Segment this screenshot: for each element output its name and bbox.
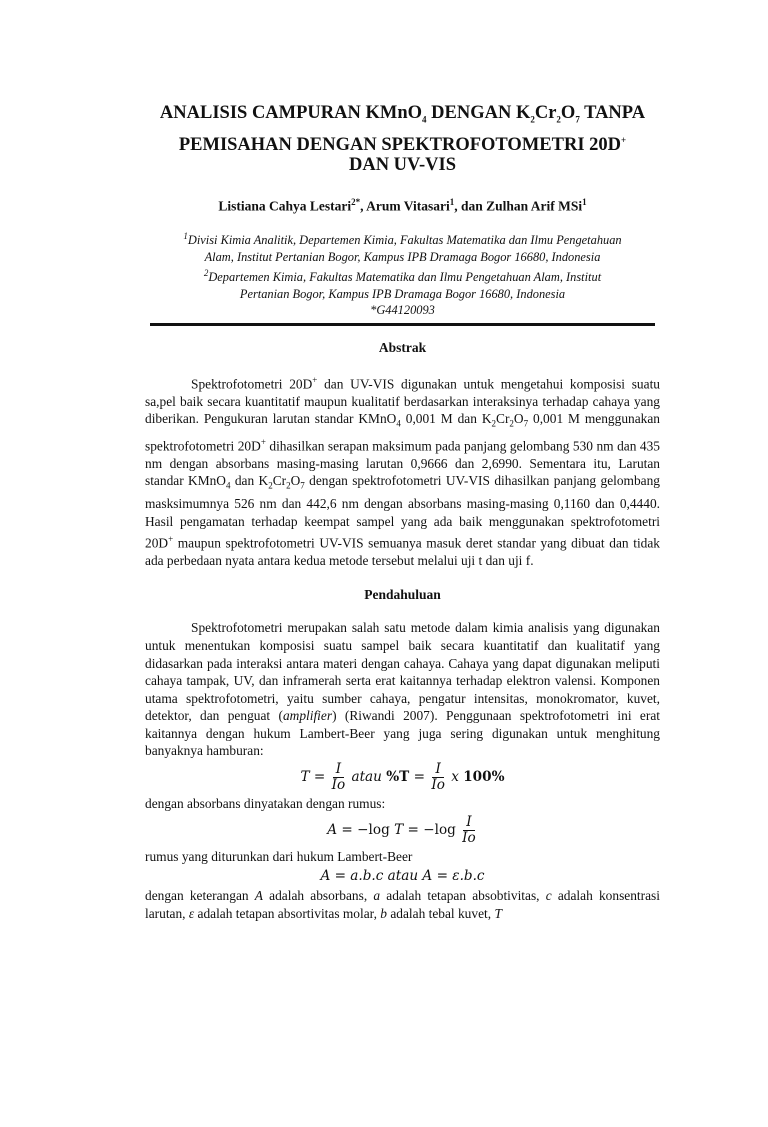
equation-transmittance: T = $\frac{I}{Io}$ atau %T = $\frac{I}{Io}$ x 100% — [300, 761, 505, 794]
introduction-heading: Pendahuluan — [364, 587, 441, 603]
title-line-2: PEMISAHAN DENGAN SPEKTROFOTOMETRI 20D+ — [178, 134, 627, 155]
rumus-line: rumus yang diturunkan dari hukum Lambert-Beer — [145, 848, 413, 864]
fraction-i-over-io-3: $\frac{I}{Io}$ — [462, 813, 476, 846]
author-list: Listiana Cahya Lestari$^{2*}$, Arum Vitasari$^1$, dan Zulhan Arif MSi$^1$ — [218, 196, 587, 214]
header-divider — [150, 323, 655, 326]
equation-absorbance: A = −log T = −log $\frac{I}{Io}$ — [327, 813, 476, 846]
paper-page — [0, 103, 768, 1127]
affiliation-2-line-1: $^2$Departemen Kimia, Fakultas Matematika dan Ilmu Pengetahuan Alam, Institut — [203, 268, 602, 285]
equation-lambert-beer: A = a.b.c atau A = ε.b.c — [320, 868, 485, 885]
title-line-1: ANALISIS CAMPURAN KMnO$_4$ DENGAN $K_2Cr_2O_7$ TANPA — [159, 103, 646, 125]
affiliation-2-line-2: Pertanian Bogor, Kampus IPB Dramaga Bogor 16680, Indonesia — [239, 286, 566, 301]
affiliations — [145, 228, 660, 318]
fraction-i-over-io: $\frac{I}{Io}$ — [331, 761, 346, 794]
paper-title — [145, 103, 660, 175]
title-line-3: DAN UV-VIS — [348, 154, 457, 175]
abstract-paragraph: Spektrofotometri 20D+ dan UV-VIS digunakan untuk mengetahui komposisi suatu sa,pel baik secara kuantitatif maupun kualitatif berdasarkan interaksinya terhadap cahaya yang diberikan. Pengukuran larutan standar KMnO$_4$ 0,001 M dan $K_2Cr_2O_7$ 0,001 M menggunakan spektrofotometri 20D+ dihasilkan serapan maksimum pada panjang gelombang 530 nm dan 435 nm dengan absorbans masing-masing larutan 0,9666 dan 2,6990. Sementara itu, Larutan standar KMnO$_4$ dan $K_2Cr_2O_7$ dengan spektrofotometri UV-VIS dihasilkan panjang gelombang masksimumnya 526 nm dan 442,6 nm dengan absorbans masing-masing 0,1160 dan 0,4440. Hasil pengamatan terhadap keempat sampel yang ada baik menggunakan spektrofotometri 20D+ maupun spektrofotometri UV-VIS semuanya masuk deret standar yang dibuat dan tidak ada perbedaan nyata antara kedua metode tersebut melalui uji t dan uji f. — [145, 374, 660, 568]
affiliation-1-line-2: Alam, Institut Pertanian Bogor, Kampus IPB Dramaga Bogor 16680, Indonesia — [204, 249, 601, 264]
absorbans-line: dengan absorbans dinyatakan dengan rumus: — [145, 796, 386, 812]
definitions-paragraph: dengan keterangan A adalah absorbans, a adalah tetapan absobtivitas, c adalah konsentrasi larutan, ε adalah tetapan absortivitas molar, b adalah tebal kuvet, T — [145, 888, 660, 921]
corresponding-id: *G44120093 — [370, 303, 435, 318]
abstract-heading: Abstrak — [378, 339, 427, 355]
affiliation-1-line-1: $^1$Divisi Kimia Analitik, Departemen Kimia, Fakultas Matematika dan Ilmu Pengetahuan — [183, 231, 622, 248]
introduction-paragraph: Spektrofotometri merupakan salah satu metode dalam kimia analisis yang digunakan untuk menentukan komposisi suatu sampel baik secara kuantitatif dan kualitatif yang didasarkan pada interaksi antara materi dengan cahaya. Cahaya yang dapat digunakan meliputi cahaya tampak, UV, dan inframerah serta erat kaitannya terhadap elektron valensi. Komponen utama spektrofotometri, yaitu sumber cahaya, pengatur intensitas, monokromator, kuvet, detektor, dan penguat (amplifier) (Riwandi 2007). Penggunaan spektrofotometri ini erat kaitannya dengan hukum Lambert-Beer yang juga sering digunakan untuk menghitung banyaknya hamburan: — [145, 620, 660, 759]
fraction-i-over-io-2: $\frac{I}{Io}$ — [431, 761, 445, 794]
